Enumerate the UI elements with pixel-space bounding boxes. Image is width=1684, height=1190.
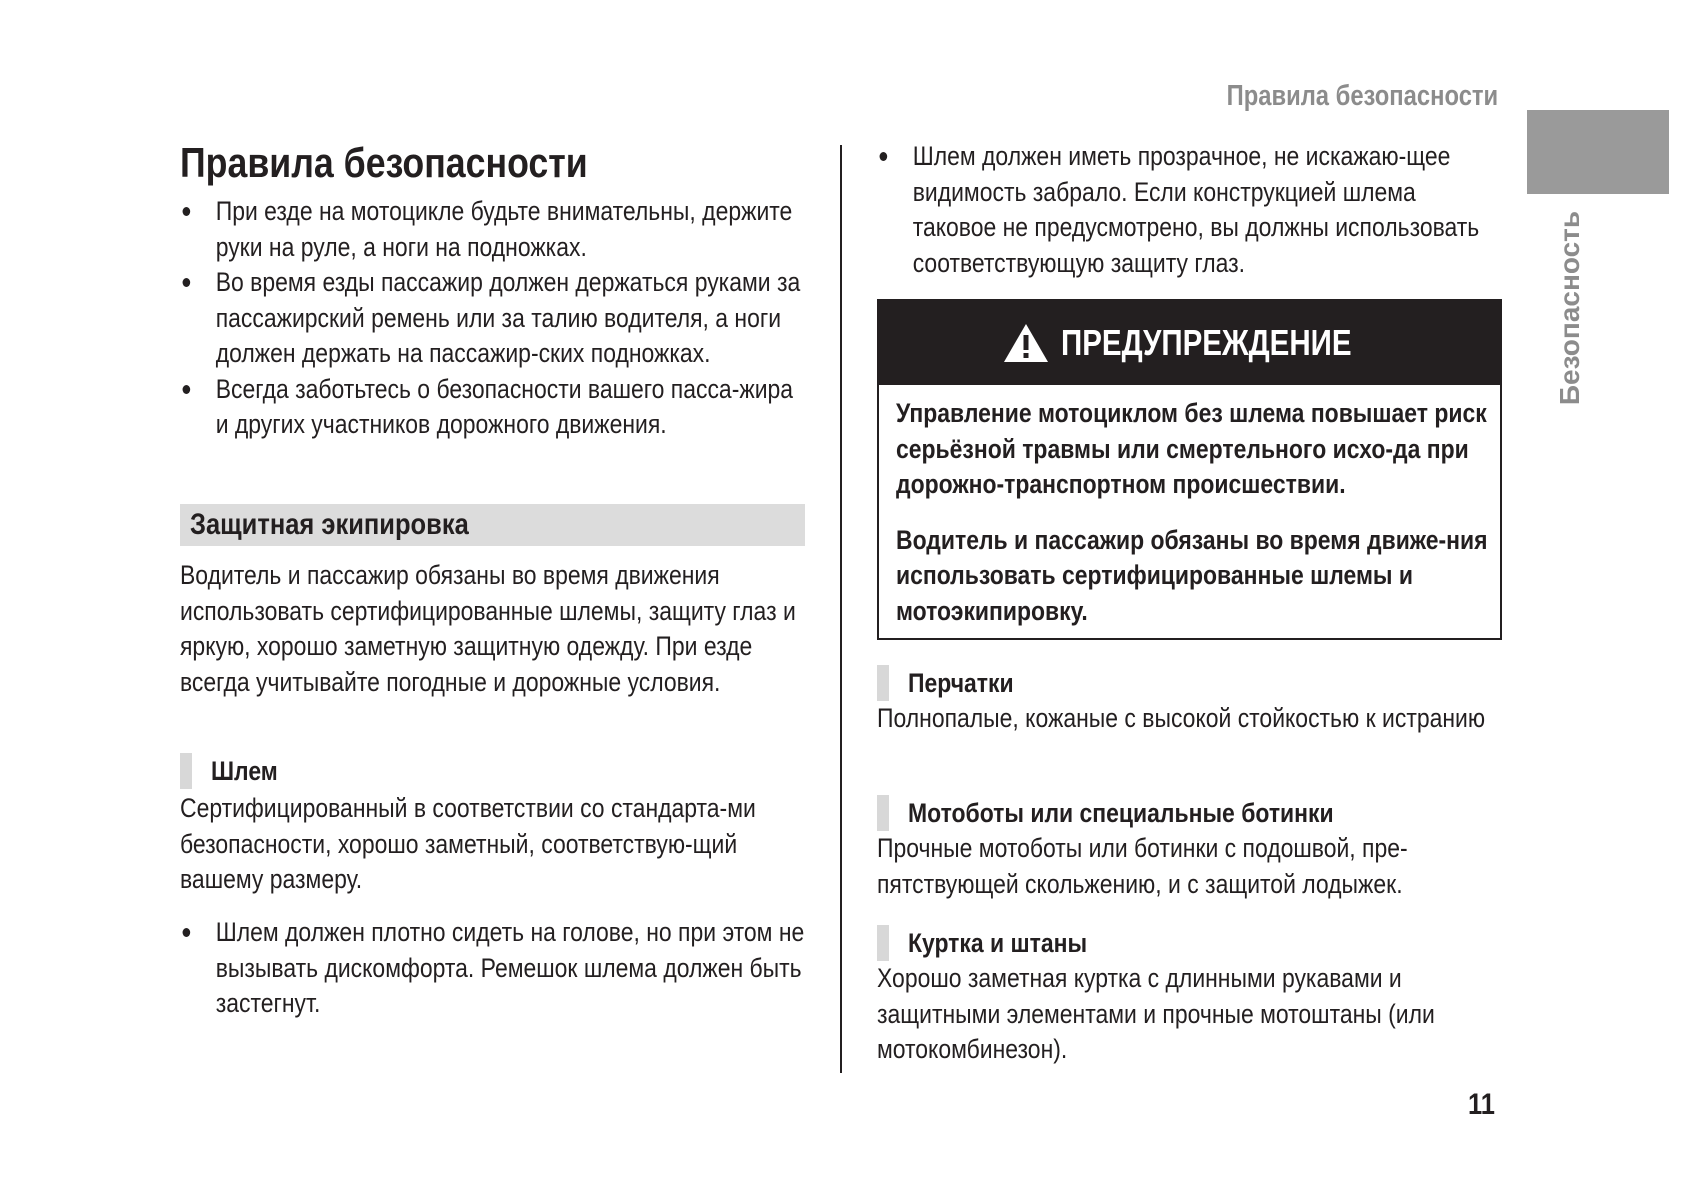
running-header: Правила безопасности (1226, 80, 1498, 112)
warning-header (879, 301, 1500, 385)
section-tab-label: Безопасность (1554, 210, 1586, 405)
section-paragraph: Водитель и пассажир обязаны во время движения использовать сертифицированные шлемы, защиту глаз и яркую, хорошо заметную защитную одежду. При езде всегда учитывайте погодные и дорожные условия. (180, 560, 796, 697)
page-number: 11 (1468, 1088, 1495, 1121)
warning-paragraph: Управление мотоциклом без шлема повышает риск серьёзной травмы или смертельного исхо-да при дорожно-транспортном происшествии. (896, 398, 1487, 499)
jacket-subheading (877, 925, 1119, 961)
gloves-paragraph: Полнопалые, кожаные с высокой стойкостью к истранию (877, 703, 1486, 733)
section-title: Защитная экипировка (190, 508, 469, 541)
gloves-title: Перчатки (908, 668, 1014, 698)
warning-title: ПРЕДУПРЕЖДЕНИЕ (1061, 322, 1352, 363)
warning-body (879, 385, 1534, 629)
list-item: Шлем должен иметь прозрачное, не искажаю-щее видимость забрало. Если конструкцией шлема таковое не предусмотрено, вы должны использовать соответствующую защиту глаз. (877, 139, 1502, 281)
section-tab (1527, 110, 1669, 194)
helmet-title: Шлем (211, 756, 278, 786)
list-item: Всегда заботьтесь о безопасности вашего пасса-жира и других участников дорожного движения. (180, 372, 805, 443)
boots-title: Мотоботы или специальные ботинки (908, 798, 1334, 828)
list-item: Шлем должен плотно сидеть на голове, но при этом не вызывать дискомфорта. Ремешок шлема должен быть застегнут. (180, 915, 805, 1022)
warning-triangle-icon (1003, 323, 1049, 363)
list-item: Во время езды пассажир должен держаться руками за пассажирский ремень или за талию водителя, а ноги должен держать на пассажир-ских подножках. (180, 265, 805, 372)
boots-paragraph: Прочные мотоботы или ботинки с подошвой, пре-пятствующей скольжению, и с защитой лодыжек. (877, 833, 1408, 899)
page-title: Правила безопасности (180, 139, 588, 186)
helmet-paragraph: Сертифицированный в соответствии со стандарта-ми безопасности, хорошо заметный, соответствую-щий вашему размеру. (180, 793, 756, 894)
visor-list (877, 139, 1502, 281)
boots-subheading (877, 795, 1409, 831)
rules-list (180, 194, 805, 443)
helmet-list (180, 915, 805, 1022)
jacket-paragraph: Хорошо заметная куртка с длинными рукавами и защитными элементами и прочные мотоштаны (или мотокомбинезон). (877, 963, 1435, 1064)
list-item: При езде на мотоцикле будьте внимательны, держите руки на руле, а ноги на подножках. (180, 194, 805, 265)
warning-paragraph: Водитель и пассажир обязаны во время движе-ния использовать сертифицированные шлемы и мотоэкипировку. (896, 524, 1488, 626)
helmet-subheading (180, 753, 290, 789)
gloves-subheading (877, 665, 1032, 701)
section-header-bar (180, 504, 805, 546)
warning-box (877, 299, 1502, 640)
column-divider (840, 145, 842, 1073)
jacket-title: Куртка и штаны (908, 928, 1088, 958)
